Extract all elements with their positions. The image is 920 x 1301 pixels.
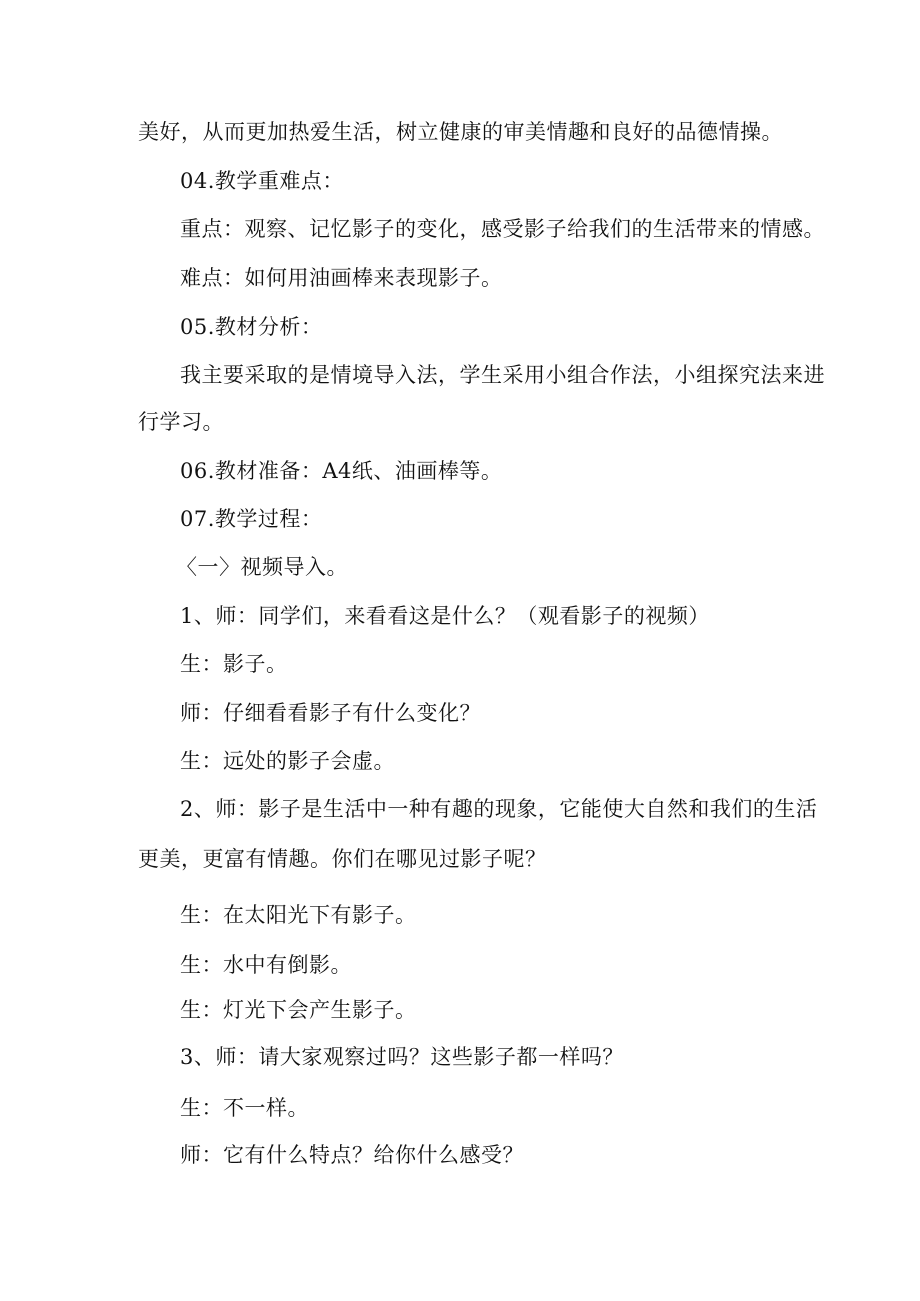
paragraph-line: 生：远处的影子会虚。 — [180, 749, 395, 773]
section-heading: 06.教材准备：A4纸、油画棒等。 — [180, 459, 503, 483]
paragraph-line: 生：灯光下会产生影子。 — [180, 998, 417, 1022]
paragraph-line: 重点：观察、记忆影子的变化，感受影子给我们的生活带来的情感。 — [180, 217, 825, 241]
paragraph-line: 美好，从而更加热爱生活，树立健康的审美情趣和良好的品德情操。 — [138, 120, 783, 144]
paragraph-line: 2、师：影子是生活中一种有趣的现象，它能使大自然和我们的生活 — [180, 797, 818, 821]
paragraph-line: 行学习。 — [138, 410, 224, 434]
paragraph-line: 更美，更富有情趣。你们在哪见过影子呢？ — [138, 847, 547, 871]
subsection-heading: 〈一〉视频导入。 — [176, 555, 348, 579]
section-heading: 05.教材分析： — [180, 315, 323, 339]
paragraph-line: 3、师：请大家观察过吗？这些影子都一样吗？ — [180, 1045, 624, 1069]
paragraph-line: 生：影子。 — [180, 652, 288, 676]
paragraph-line: 难点：如何用油画棒来表现影子。 — [180, 266, 503, 290]
section-heading: 04.教学重难点： — [180, 169, 344, 193]
paragraph-line: 我主要采取的是情境导入法，学生采用小组合作法，小组探究法来进 — [180, 363, 825, 387]
paragraph-line: 生：不一样。 — [180, 1096, 309, 1120]
paragraph-line: 师：它有什么特点？给你什么感受？ — [180, 1143, 524, 1167]
paragraph-line: 生：在太阳光下有影子。 — [180, 903, 417, 927]
paragraph-line: 1、师：同学们，来看看这是什么？（观看影子的视频） — [180, 604, 710, 628]
paragraph-line: 师：仔细看看影子有什么变化？ — [180, 701, 481, 725]
section-heading: 07.教学过程： — [180, 507, 323, 531]
paragraph-line: 生：水中有倒影。 — [180, 953, 352, 977]
